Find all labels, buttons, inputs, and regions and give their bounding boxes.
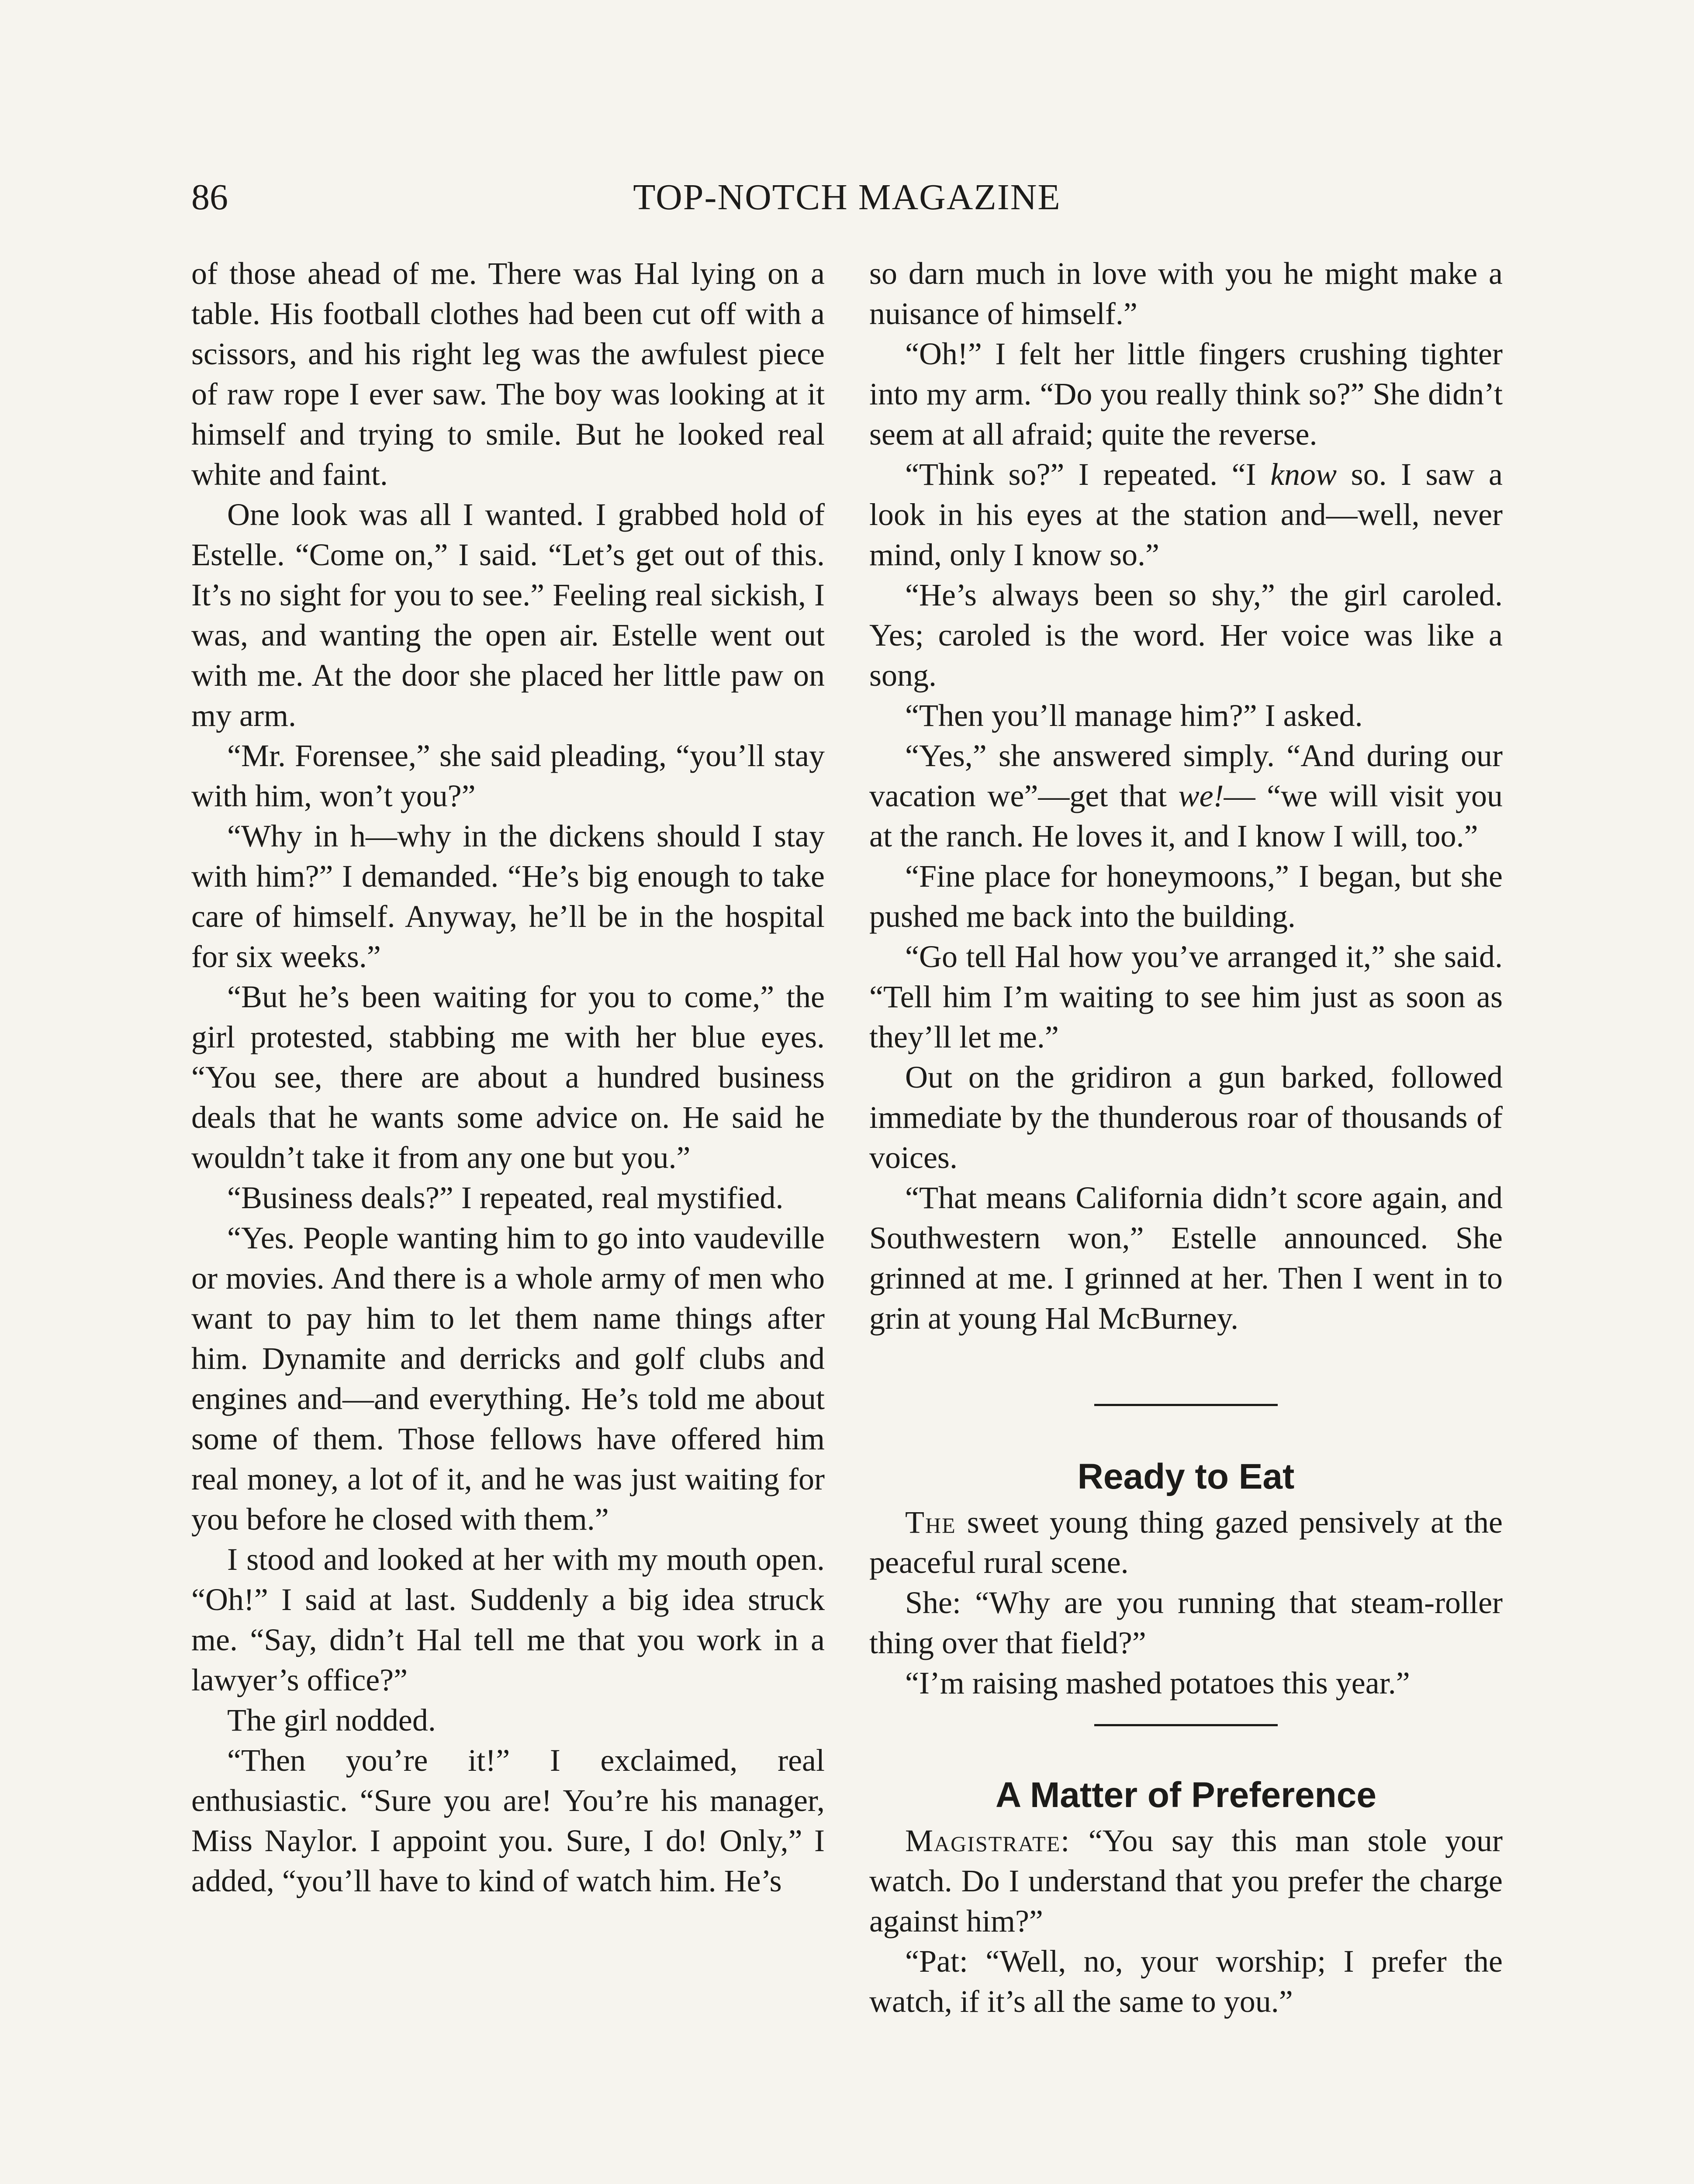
text-run: so. I saw a look in his eyes at the station and—well, never mind, only I know so.” <box>869 457 1503 572</box>
story-paragraph: “He’s always been so shy,” the girl caroled. Yes; caroled is the word. Her voice was like a song. <box>869 577 1503 693</box>
section-title-ready-to-eat: Ready to Eat <box>1077 1457 1295 1496</box>
joke-paragraph <box>869 1821 1503 1941</box>
story-paragraph: “Go tell Hal how you’ve arranged it,” she said. “Tell him I’m waiting to see him just as soon as they’ll let me.” <box>869 939 1503 1054</box>
story-paragraph: The girl nodded. <box>227 1703 436 1738</box>
story-paragraph <box>869 736 1503 856</box>
story-paragraph: “Mr. Forensee,” she said pleading, “you’ll stay with him, won’t you?” <box>191 738 825 813</box>
story-paragraph: Out on the gridiron a gun barked, followed immediate by the thunderous roar of thousands of voices. <box>869 1060 1503 1175</box>
section-divider <box>1094 1404 1278 1406</box>
story-paragraph: One look was all I wanted. I grabbed hold of Estelle. “Come on,” I said. “Let’s get out of this. It’s no sight for you to see.” Feeling real sickish, I was, and wanting the open air. Estelle went out with me. At the door she placed her little paw on my arm. <box>191 497 825 733</box>
right-column <box>869 253 1503 2022</box>
page-header <box>191 171 1503 224</box>
joke-paragraph: She: “Why are you running that steam-roller thing over that field?” <box>869 1585 1503 1660</box>
text-run: — “we will visit you at the ranch. He loves it, and I know I will, too.” <box>869 778 1503 854</box>
story-paragraph: “Oh!” I felt her little fingers crushing tighter into my arm. “Do you really think so?” She didn’t seem at all afraid; quite the reverse. <box>869 336 1503 452</box>
story-paragraph: “Fine place for honeymoons,” I began, but she pushed me back into the building. <box>869 859 1503 934</box>
story-paragraph: “Yes. People wanting him to go into vaudeville or movies. And there is a whole army of men who want to pay him to let them name things after him. Dynamite and derricks and golf clubs and engines and—and everything. He’s told me about some of them. Those fellows have offered him real money, a lot of it, and he was just waiting for you before he closed with them.” <box>191 1220 825 1537</box>
text-run: sweet young thing gazed pensively at the peaceful rural scene. <box>869 1505 1503 1580</box>
story-paragraph: “Then you’ll manage him?” I asked. <box>905 698 1363 733</box>
text-run: “Yes,” she answered simply. “And during our vacation we”—get that <box>869 738 1503 813</box>
emphasis-we: we! <box>1178 778 1224 813</box>
emphasis-know: know <box>1270 457 1337 492</box>
story-paragraph: “Business deals?” I repeated, real mystified. <box>227 1180 784 1215</box>
story-paragraph <box>869 454 1503 575</box>
lead-word: The <box>905 1505 956 1540</box>
left-column <box>191 253 825 1901</box>
text-run: “Think so?” I repeated. “I <box>905 457 1271 492</box>
joke-paragraph: “I’m raising mashed potatoes this year.” <box>905 1666 1410 1700</box>
story-paragraph: “But he’s been waiting for you to come,” the girl protested, stabbing me with her blue eyes. “You see, there are about a hundred business deals that he wants some advice on. He said he wouldn’t take it from any one but you.” <box>191 979 825 1175</box>
story-paragraph: “Why in h—why in the dickens should I stay with him?” I demanded. “He’s big enough to take care of himself. Anyway, he’ll be in the hospital for six weeks.” <box>191 819 825 974</box>
section-divider <box>1094 1724 1278 1726</box>
joke-paragraph: “Pat: “Well, no, your worship; I prefer the watch, if it’s all the same to you.” <box>869 1944 1503 2019</box>
story-paragraph: I stood and looked at her with my mouth open. “Oh!” I said at last. Suddenly a big idea struck me. “Say, didn’t Hal tell me that you work in a lawyer’s office?” <box>191 1542 825 1697</box>
text-run: “You say this man stole your watch. Do I understand that you prefer the charge against him?” <box>869 1823 1503 1939</box>
story-paragraph: “Then you’re it!” I exclaimed, real enthusiastic. “Sure you are! You’re his manager, Miss Naylor. I appoint you. Sure, I do! Only,” I added, “you’ll have to kind of watch him. He’s <box>191 1743 825 1898</box>
page-number: 86 <box>191 177 228 218</box>
section-title-preference: A Matter of Preference <box>996 1775 1376 1815</box>
story-paragraph: so darn much in love with you he might make a nuisance of himself.” <box>869 256 1503 331</box>
joke-paragraph <box>869 1502 1503 1583</box>
story-paragraph: “That means California didn’t score again, and Southwestern won,” Estelle announced. She grinned at me. I grinned at her. Then I went in to grin at young Hal McBurney. <box>869 1180 1503 1336</box>
lead-word: Magistrate: <box>905 1823 1071 1858</box>
story-paragraph: of those ahead of me. There was Hal lying on a table. His football clothes had been cut off with a scissors, and his right leg was the awfulest piece of raw rope I ever saw. The boy was looking at it himself and trying to smile. But he looked real white and faint. <box>191 256 825 492</box>
running-head: TOP-NOTCH MAGAZINE <box>633 177 1061 218</box>
